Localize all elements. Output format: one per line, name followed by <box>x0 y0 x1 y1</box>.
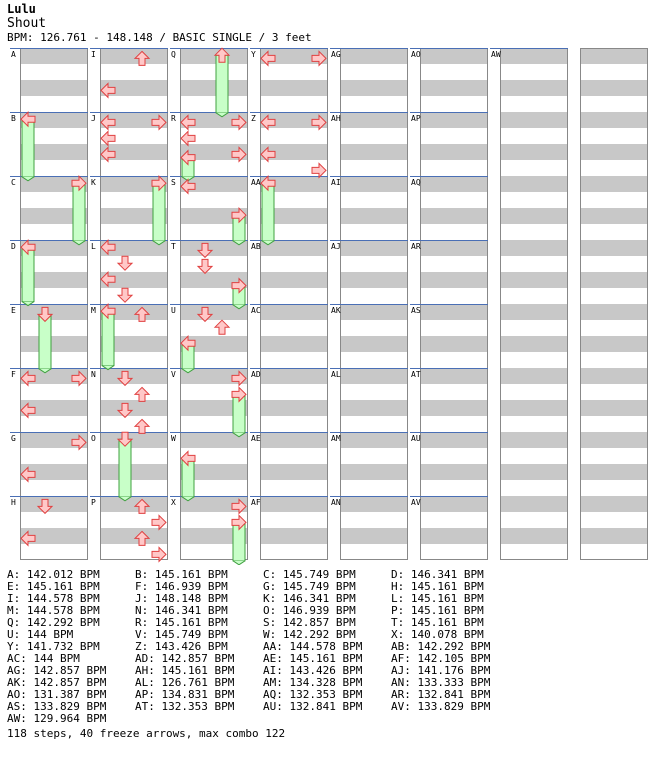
bpm-entry: B: 145.161 BPM <box>135 568 228 581</box>
beat-band <box>500 432 568 448</box>
bpm-entry: J: 148.148 BPM <box>135 592 228 605</box>
chart-column <box>420 48 488 560</box>
beat-band <box>100 464 168 480</box>
beat-band <box>420 112 488 128</box>
bpm-entry: N: 146.341 BPM <box>135 604 228 617</box>
bpm-entry: M: 144.578 BPM <box>7 604 100 617</box>
beat-band <box>500 112 568 128</box>
measure-label: Q <box>171 50 176 59</box>
beat-band <box>260 272 328 288</box>
chart-column <box>500 48 568 560</box>
beat-band <box>580 400 648 416</box>
bpm-entry: AH: 145.161 BPM <box>135 664 235 677</box>
beat-band <box>260 336 328 352</box>
beat-band <box>580 336 648 352</box>
right-arrow-icon <box>152 515 166 529</box>
beat-band <box>580 496 648 512</box>
freeze-arrow-tail <box>22 247 34 301</box>
beat-band <box>420 144 488 160</box>
arrow-shape <box>101 131 115 145</box>
measure-label: AK <box>331 306 341 315</box>
measure-label: K <box>91 178 96 187</box>
bpm-entry: I: 144.578 BPM <box>7 592 100 605</box>
beat-band <box>180 80 248 96</box>
song-artist: Shout <box>7 16 47 31</box>
beat-band <box>500 272 568 288</box>
arrow-shape <box>312 163 326 177</box>
down-arrow-icon <box>118 288 132 302</box>
measure-label: Z <box>251 114 256 123</box>
beat-band <box>260 304 328 320</box>
beat-band <box>580 176 648 192</box>
beat-band <box>580 304 648 320</box>
measure-label: O <box>91 434 96 443</box>
beat-band <box>580 112 648 128</box>
bpm-entry: AD: 142.857 BPM <box>135 652 235 665</box>
bpm-entry: AF: 142.105 BPM <box>391 652 491 665</box>
measure-label: AT <box>411 370 421 379</box>
beat-band <box>100 368 168 384</box>
beat-band <box>100 528 168 544</box>
measure-label: AA <box>251 178 261 187</box>
measure-label: V <box>171 370 176 379</box>
beat-band <box>580 48 648 64</box>
bpm-entry: L: 145.161 BPM <box>391 592 484 605</box>
arrow-shape <box>135 387 149 401</box>
bpm-entry: P: 145.161 BPM <box>391 604 484 617</box>
bpm-entry: S: 142.857 BPM <box>263 616 356 629</box>
measure-label: AR <box>411 242 421 251</box>
measure-label: AF <box>251 498 261 507</box>
bpm-entry: AI: 143.426 BPM <box>263 664 363 677</box>
measure-label: G <box>11 434 16 443</box>
arrow-shape <box>118 256 132 270</box>
arrow-shape <box>135 419 149 433</box>
measure-label: W <box>171 434 176 443</box>
measure-label: AE <box>251 434 261 443</box>
beat-band <box>420 400 488 416</box>
beat-band <box>500 304 568 320</box>
beat-band <box>340 496 408 512</box>
right-arrow-icon <box>312 163 326 177</box>
measure-label: AQ <box>411 178 421 187</box>
beat-band <box>420 368 488 384</box>
beat-band <box>580 144 648 160</box>
measure-label: AC <box>251 306 261 315</box>
beat-band <box>20 496 88 512</box>
bpm-entry: Q: 142.292 BPM <box>7 616 100 629</box>
bpm-entry: AM: 134.328 BPM <box>263 676 363 689</box>
up-arrow-icon <box>135 419 149 433</box>
measure-label: H <box>11 498 16 507</box>
beat-band <box>20 336 88 352</box>
measure-label: T <box>171 242 176 251</box>
measure-label: AN <box>331 498 341 507</box>
measure-label: AD <box>251 370 261 379</box>
freeze-arrow-tail <box>39 314 51 368</box>
bpm-entry: AJ: 141.176 BPM <box>391 664 491 677</box>
bpm-entry: A: 142.012 BPM <box>7 568 100 581</box>
beat-band <box>420 48 488 64</box>
beat-band <box>260 528 328 544</box>
beat-band <box>580 80 648 96</box>
beat-band <box>340 144 408 160</box>
arrow-shape <box>215 320 229 334</box>
bpm-entry: AA: 144.578 BPM <box>263 640 363 653</box>
chart-column <box>580 48 648 560</box>
beat-band <box>500 400 568 416</box>
beat-band <box>180 48 248 64</box>
measure-label: AU <box>411 434 421 443</box>
bpm-list <box>7 569 519 725</box>
beat-band <box>340 336 408 352</box>
beat-band <box>420 464 488 480</box>
chart-summary: 118 steps, 40 freeze arrows, max combo 122 <box>7 727 286 740</box>
beat-band <box>340 272 408 288</box>
beat-band <box>420 208 488 224</box>
bpm-entry: R: 145.161 BPM <box>135 616 228 629</box>
bpm-entry: AC: 144 BPM <box>7 652 80 665</box>
beat-band <box>340 304 408 320</box>
beat-band <box>340 464 408 480</box>
bpm-entry: AU: 132.841 BPM <box>263 700 363 713</box>
beat-band <box>420 336 488 352</box>
beat-band <box>500 464 568 480</box>
beat-band <box>500 368 568 384</box>
chart-info: BPM: 126.761 - 148.148 / BASIC SINGLE / 3 feet <box>7 31 312 44</box>
measure-label: U <box>171 306 176 315</box>
beat-band <box>340 368 408 384</box>
down-arrow-icon <box>198 259 212 273</box>
beat-band <box>500 528 568 544</box>
measure-label: L <box>91 242 96 251</box>
beat-band <box>500 336 568 352</box>
measure-label: B <box>11 114 16 123</box>
beat-band <box>500 144 568 160</box>
beat-band <box>340 176 408 192</box>
bpm-entry: O: 146.939 BPM <box>263 604 356 617</box>
arrow-shape <box>181 131 195 145</box>
measure-label: P <box>91 498 96 507</box>
measure-label: F <box>11 370 16 379</box>
bpm-entry: Y: 141.732 BPM <box>7 640 100 653</box>
measure-label: AB <box>251 242 261 251</box>
beat-band <box>420 80 488 96</box>
measure-label: A <box>11 50 16 59</box>
arrow-shape <box>198 259 212 273</box>
bpm-entry: V: 145.749 BPM <box>135 628 228 641</box>
bpm-entry: AO: 131.387 BPM <box>7 688 107 701</box>
freeze-arrow-tail <box>153 183 165 241</box>
beat-band <box>420 176 488 192</box>
beat-band <box>100 496 168 512</box>
measure-label: M <box>91 306 96 315</box>
beat-band <box>500 496 568 512</box>
measure-label: AJ <box>331 242 341 251</box>
measure-label: N <box>91 370 96 379</box>
beat-band <box>340 240 408 256</box>
bpm-entry: AB: 142.292 BPM <box>391 640 491 653</box>
down-arrow-icon <box>118 256 132 270</box>
beat-band <box>20 80 88 96</box>
beat-band <box>420 496 488 512</box>
measure-label: C <box>11 178 16 187</box>
measure-label: S <box>171 178 176 187</box>
bpm-entry: K: 146.341 BPM <box>263 592 356 605</box>
beat-band <box>100 432 168 448</box>
beat-band <box>260 368 328 384</box>
measure-label: R <box>171 114 176 123</box>
beat-band <box>20 304 88 320</box>
beat-band <box>100 48 168 64</box>
freeze-arrow-tail <box>22 119 34 177</box>
beat-band <box>500 240 568 256</box>
beat-band <box>580 272 648 288</box>
beat-band <box>100 400 168 416</box>
bpm-entry: H: 145.161 BPM <box>391 580 484 593</box>
beat-band <box>260 464 328 480</box>
beat-band <box>500 80 568 96</box>
beat-band <box>420 272 488 288</box>
arrow-shape <box>152 515 166 529</box>
beat-band <box>580 464 648 480</box>
bpm-entry: E: 145.161 BPM <box>7 580 100 593</box>
bpm-entry: AE: 145.161 BPM <box>263 652 363 665</box>
measure-label: I <box>91 50 96 59</box>
song-title: Lulu <box>7 2 36 16</box>
beat-band <box>580 528 648 544</box>
beat-band <box>420 240 488 256</box>
measure-label: X <box>171 498 176 507</box>
bpm-entry: AT: 132.353 BPM <box>135 700 235 713</box>
bpm-entry: AV: 133.829 BPM <box>391 700 491 713</box>
beat-band <box>500 208 568 224</box>
measure-label: AL <box>331 370 341 379</box>
bpm-entry: AP: 134.831 BPM <box>135 688 235 701</box>
measure-label: AH <box>331 114 341 123</box>
bpm-entry: Z: 143.426 BPM <box>135 640 228 653</box>
beat-band <box>340 80 408 96</box>
arrow-shape <box>118 288 132 302</box>
freeze-arrow-tail <box>262 183 274 241</box>
bpm-entry: X: 140.078 BPM <box>391 628 484 641</box>
measure-label: J <box>91 114 96 123</box>
bpm-entry: D: 146.341 BPM <box>391 568 484 581</box>
bpm-entry: F: 146.939 BPM <box>135 580 228 593</box>
freeze-arrow-tail <box>73 183 85 241</box>
measure-label: AI <box>331 178 341 187</box>
left-arrow-icon <box>101 131 115 145</box>
measure-label: D <box>11 242 16 251</box>
freeze-arrow-tail <box>119 439 131 497</box>
beat-band <box>340 112 408 128</box>
beat-band <box>580 240 648 256</box>
freeze-arrow-tail <box>216 55 228 113</box>
measure-label: AS <box>411 306 421 315</box>
beat-band <box>260 496 328 512</box>
beat-band <box>500 48 568 64</box>
beat-band <box>20 48 88 64</box>
beat-band <box>260 80 328 96</box>
bpm-entry: AN: 133.333 BPM <box>391 676 491 689</box>
beat-band <box>420 528 488 544</box>
left-arrow-icon <box>181 131 195 145</box>
bpm-entry: W: 142.292 BPM <box>263 628 356 641</box>
up-arrow-icon <box>135 387 149 401</box>
freeze-arrow-end <box>233 561 245 565</box>
bpm-entry: C: 145.749 BPM <box>263 568 356 581</box>
freeze-arrow-tail <box>102 311 114 365</box>
beat-band <box>340 432 408 448</box>
beat-band <box>500 176 568 192</box>
beat-band <box>420 432 488 448</box>
bpm-entry: T: 145.161 BPM <box>391 616 484 629</box>
bpm-entry: AK: 142.857 BPM <box>7 676 107 689</box>
bpm-entry: AW: 129.964 BPM <box>7 712 107 725</box>
beat-band <box>580 368 648 384</box>
measure-label: AV <box>411 498 421 507</box>
bpm-entry: G: 145.749 BPM <box>263 580 356 593</box>
measure-label: Y <box>251 50 256 59</box>
bpm-entry: U: 144 BPM <box>7 628 74 641</box>
beat-band <box>340 208 408 224</box>
beat-band <box>340 528 408 544</box>
bpm-entry: AL: 126.761 BPM <box>135 676 235 689</box>
beat-band <box>340 400 408 416</box>
up-arrow-icon <box>215 320 229 334</box>
measure-label: AG <box>331 50 341 59</box>
beat-band <box>580 432 648 448</box>
measure-label: AM <box>331 434 341 443</box>
measure-label: AP <box>411 114 421 123</box>
bpm-entry: AQ: 132.353 BPM <box>263 688 363 701</box>
measure-label: AO <box>411 50 421 59</box>
beat-band <box>260 432 328 448</box>
beat-band <box>580 208 648 224</box>
beat-band <box>420 304 488 320</box>
bpm-entry: AG: 142.857 BPM <box>7 664 107 677</box>
bpm-entry: AS: 133.829 BPM <box>7 700 107 713</box>
measure-label: AW <box>491 50 501 59</box>
beat-band <box>260 400 328 416</box>
bpm-entry: AR: 132.841 BPM <box>391 688 491 701</box>
beat-band <box>340 48 408 64</box>
chart-column <box>340 48 408 560</box>
measure-label: E <box>11 306 16 315</box>
